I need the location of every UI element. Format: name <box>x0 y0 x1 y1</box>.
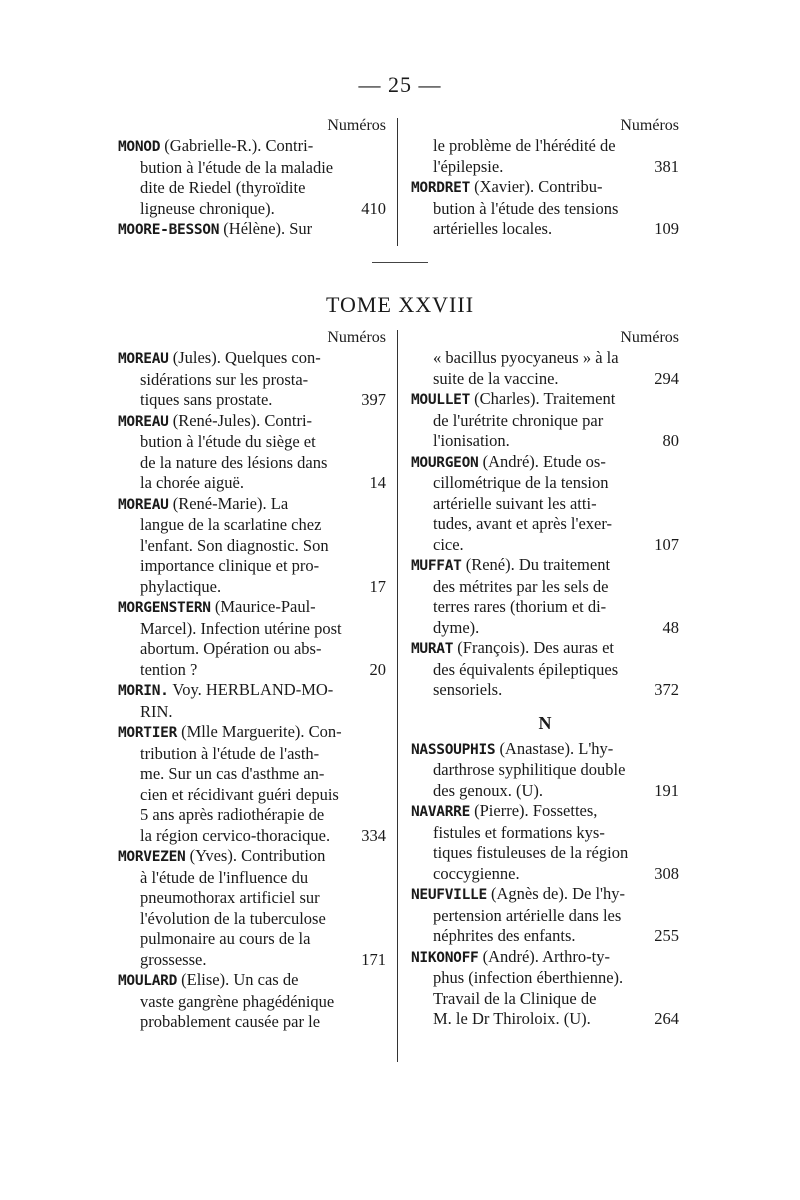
entry-line: sensoriels. 372 <box>433 680 679 699</box>
entry-first-line <box>118 348 386 370</box>
entry-author-name: NAVARRE <box>411 804 471 820</box>
entry-author-name: MOULLET <box>411 392 471 408</box>
entry-line: tudes, avant et après l'exer- <box>433 514 613 533</box>
entry-author-name: MORVEZEN <box>118 849 186 865</box>
entry-line: M. le Dr Thiroloix. (U). 264 <box>433 1009 679 1028</box>
entry-author-name: MORGENSTERN <box>118 600 211 616</box>
top-right-column <box>411 116 679 240</box>
entry-author-details: (Gabrielle-R.). Contri- <box>160 136 314 155</box>
entry-line: tiques sans prostate. 397 <box>140 390 386 409</box>
entry-thesis-number: 107 <box>654 534 679 554</box>
entry-author-details: (René-Marie). La <box>168 493 289 513</box>
index-entry <box>118 970 386 1033</box>
entry-line: Travail de la Clinique de <box>433 988 597 1008</box>
entry-thesis-number: 334 <box>361 825 386 845</box>
entry-line: l'évolution de la tuberculose <box>140 908 326 928</box>
entry-line: bution à l'étude de la maladie <box>140 157 334 177</box>
entry-line: dyme). 48 <box>433 617 679 637</box>
entry-first-line <box>118 846 386 868</box>
bottom-right-column <box>411 328 679 1030</box>
entry-line: 5 ans après radiothérapie de <box>140 805 325 824</box>
numeros-label: Numéros <box>327 329 386 346</box>
entry-line: de l'urétrite chronique par <box>433 410 604 430</box>
entry-thesis-number: 80 <box>662 431 679 450</box>
index-entry <box>118 411 386 494</box>
entry-author-details: (René-Jules). Contri- <box>168 410 313 430</box>
entry-thesis-number: 372 <box>654 680 679 699</box>
entry-author-details: (François). Des auras et <box>453 638 614 657</box>
entry-thesis-number: 191 <box>654 780 679 800</box>
entry-thesis-number: 294 <box>654 368 679 388</box>
entry-author-details: (André). Arthro-ty- <box>478 946 610 966</box>
entry-author-name: MORTIER <box>118 725 178 741</box>
entry-thesis-number: 255 <box>654 926 679 945</box>
entry-first-line <box>118 970 386 992</box>
entry-author-details: (Mlle Marguerite). Con- <box>177 722 342 741</box>
entry-line: artérielles locales. 109 <box>433 219 679 238</box>
entry-author-details: (Xavier). Contribu- <box>470 177 603 196</box>
entry-line: tribution à l'étude de l'asth- <box>140 743 320 763</box>
entry-author-name: MORDRET <box>411 180 471 196</box>
entry-line: coccygienne. 308 <box>433 863 679 883</box>
entry-first-line <box>118 219 386 241</box>
entry-author-name: MOULARD <box>118 973 178 989</box>
entry-line: probablement causée par le <box>140 1012 321 1031</box>
entry-line: sidérations sur les prosta- <box>140 369 309 389</box>
entry-line: fistules et formations kys- <box>433 822 605 842</box>
index-entry <box>118 722 386 846</box>
entry-first-line <box>411 801 679 823</box>
entry-line: darthrose syphilitique double <box>433 760 626 779</box>
entry-line: des genoux. (U). 191 <box>433 780 679 800</box>
entry-author-name: NIKONOFF <box>411 949 479 966</box>
index-entry <box>411 739 679 802</box>
index-entry <box>411 452 679 556</box>
top-left-column <box>118 116 386 241</box>
entry-line: ligneuse chronique). 410 <box>140 198 386 218</box>
entry-author-details: (Hélène). Sur <box>219 219 313 238</box>
entry-line: bution à l'étude des tensions <box>433 198 619 218</box>
index-entry <box>411 884 679 947</box>
entry-thesis-number: 171 <box>361 949 386 969</box>
entry-line: vaste gangrène phagédénique <box>140 991 335 1011</box>
column-divider <box>397 118 398 246</box>
entry-line: bution à l'étude du siège et <box>140 432 316 451</box>
entry-line: phylactique. 17 <box>140 576 386 596</box>
entry-line: abortum. Opération ou abs- <box>140 639 322 658</box>
entry-line: phus (infection éberthienne). <box>433 968 624 987</box>
entry-line: pulmonaire au cours de la <box>140 929 311 948</box>
entry-line: langue de la scarlatine chez <box>140 515 322 534</box>
entry-line: artérielle suivant les atti- <box>433 493 597 513</box>
index-entry <box>411 348 679 389</box>
entry-author-name: MOORE-BESSON <box>118 222 220 238</box>
entry-first-line <box>118 136 386 158</box>
index-entry <box>411 389 679 452</box>
entry-line: importance clinique et pro- <box>140 556 320 575</box>
bottom-left-column <box>118 328 386 1033</box>
entry-line: des métrites par les sels de <box>433 576 609 596</box>
entry-author-details: (Jules). Quelques con- <box>168 348 321 367</box>
entry-author-details: (Elise). Un cas de <box>177 970 299 989</box>
entry-first-line <box>118 597 386 619</box>
entry-thesis-number: 14 <box>369 473 386 492</box>
column-divider <box>397 330 398 1062</box>
entry-first-line <box>118 722 386 744</box>
entry-line: des équivalents épileptiques <box>433 659 619 679</box>
index-entry <box>118 846 386 970</box>
entry-line: « bacillus pyocyaneus » à la <box>433 348 619 367</box>
entry-author-name: MOREAU <box>118 496 169 513</box>
index-entry <box>411 555 679 638</box>
index-entry <box>411 638 679 701</box>
numeros-label: Numéros <box>620 329 679 346</box>
section-letter: N <box>538 712 552 733</box>
entry-line: le problème de l'hérédité de <box>433 136 616 155</box>
entry-author-details: (Maurice-Paul- <box>210 597 316 616</box>
entry-author-details: (Charles). Traitement <box>470 389 616 408</box>
entry-line: l'épilepsie. 381 <box>433 156 679 176</box>
entry-line: tiques fistuleuses de la région <box>433 843 629 862</box>
entry-line: tention ? 20 <box>140 659 386 679</box>
entry-thesis-number: 48 <box>662 617 679 637</box>
entry-author-name: MOREAU <box>118 413 169 430</box>
entry-author-name: NASSOUPHIS <box>411 741 496 758</box>
entry-author-details: (Anastase). L'hy- <box>495 738 614 758</box>
numeros-label: Numéros <box>620 117 679 134</box>
entry-author-details: (Pierre). Fossettes, <box>470 801 598 820</box>
entry-first-line <box>118 411 386 433</box>
entry-author-name: MONOD <box>118 139 161 155</box>
entry-first-line <box>411 389 679 411</box>
entry-line: terres rares (thorium et di- <box>433 597 607 616</box>
entry-author-details: (René). Du traitement <box>461 555 611 574</box>
entry-thesis-number: 381 <box>654 156 679 176</box>
entry-author-details: Voy. HERBLAND-MO- <box>168 680 334 699</box>
entry-line: grossesse. 171 <box>140 949 386 969</box>
entry-author-details: (André). Etude os- <box>478 451 606 471</box>
entry-thesis-number: 410 <box>361 198 386 218</box>
entry-line: dite de Riedel (thyroïdite <box>140 178 306 197</box>
index-entry <box>411 177 679 240</box>
index-entry <box>118 597 386 680</box>
entry-line: pneumothorax artificiel sur <box>140 888 320 907</box>
entry-line: pertension artérielle dans les <box>433 905 622 925</box>
entry-thesis-number: 17 <box>369 576 386 596</box>
tome-title: TOME XXVIII <box>325 292 475 317</box>
entry-author-name: MOURGEON <box>411 454 479 471</box>
entry-first-line <box>411 739 679 761</box>
entry-thesis-number: 20 <box>369 659 386 679</box>
entry-author-name: MOREAU <box>118 351 169 367</box>
entry-line: cice. 107 <box>433 534 679 554</box>
index-entry <box>411 947 679 1030</box>
entry-line: RIN. <box>140 701 173 721</box>
entry-author-details: (Yves). Contribution <box>185 846 326 865</box>
entry-thesis-number: 264 <box>654 1009 679 1028</box>
numeros-label: Numéros <box>327 117 386 134</box>
entry-line: de la nature des lésions dans <box>140 452 328 472</box>
index-entry <box>411 801 679 884</box>
entry-first-line <box>411 947 679 969</box>
entry-author-name: NEUFVILLE <box>411 887 487 903</box>
entry-first-line <box>411 555 679 577</box>
entry-author-name: MORIN. <box>118 683 169 699</box>
entry-first-line <box>411 638 679 660</box>
entry-first-line <box>118 494 386 516</box>
entry-line: me. Sur un cas d'asthme an- <box>140 764 325 783</box>
entry-first-line <box>411 177 679 199</box>
entry-thesis-number: 397 <box>361 390 386 409</box>
entry-line: la région cervico-thoracique. 334 <box>140 825 386 845</box>
entry-author-details: (Agnès de). De l'hy- <box>486 884 626 903</box>
entry-line: Marcel). Infection utérine post <box>140 618 342 638</box>
entry-line: la chorée aiguë. 14 <box>140 473 386 492</box>
index-entry <box>118 219 386 241</box>
separator-rule <box>372 262 428 263</box>
index-entry <box>411 136 679 177</box>
entry-first-line <box>118 680 386 702</box>
page-number-header: — 25 — <box>358 72 442 97</box>
index-entry <box>118 494 386 598</box>
entry-thesis-number: 109 <box>654 219 679 238</box>
entry-first-line <box>411 884 679 906</box>
entry-line: suite de la vaccine. 294 <box>433 368 679 388</box>
entry-line: l'ionisation. 80 <box>433 431 679 450</box>
entry-author-name: MUFFAT <box>411 558 462 574</box>
index-entry <box>118 680 386 722</box>
entry-line: néphrites des enfants. 255 <box>433 926 679 945</box>
entry-author-name: MURAT <box>411 641 454 657</box>
entry-line: cillométrique de la tension <box>433 473 609 492</box>
entry-thesis-number: 308 <box>654 863 679 883</box>
entry-line: l'enfant. Son diagnostic. Son <box>140 535 329 555</box>
entry-first-line <box>411 452 679 474</box>
entry-line: à l'étude de l'influence du <box>140 867 309 887</box>
entry-line: cien et récidivant guéri depuis <box>140 784 339 804</box>
index-entry <box>118 348 386 411</box>
index-entry <box>118 136 386 219</box>
